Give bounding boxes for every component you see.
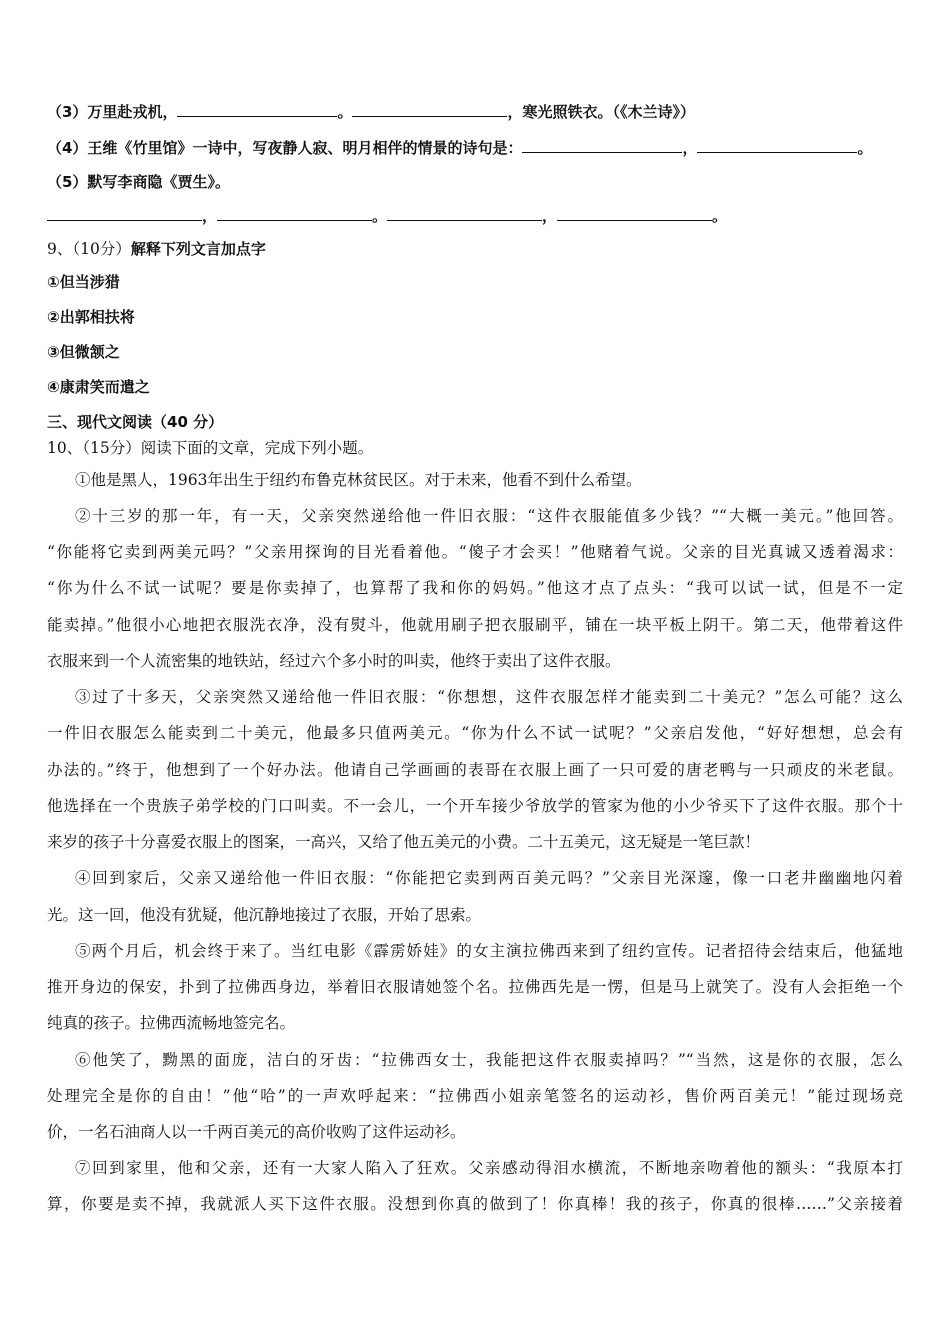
question-10-heading: 10、（15分）阅读下面的文章，完成下列小题。	[47, 439, 374, 457]
q5-blank-2[interactable]	[217, 205, 372, 221]
q5-blank-1[interactable]	[47, 205, 202, 221]
q5-label: （5）默写李商隐《贾生》。	[47, 173, 230, 191]
passage-line: ⑥他笑了，黝黑的面庞，洁白的牙齿：“拉佛西女士，我能把这件衣服卖掉吗？”“当然，这是你的衣服，怎么	[75, 1051, 903, 1069]
q4-label: （4）王维《竹里馆》一诗中，写夜静人寂、明月相伴的情景的诗句是：	[47, 139, 523, 157]
q9-item-4: ④康肃笑而遣之	[47, 378, 150, 396]
q3-mid: 。	[337, 103, 353, 121]
passage-line: 来岁的孩子十分喜爱衣服上的图案，一高兴，又给了他五美元的小费。二十五美元，这无疑是一笔巨款！	[47, 833, 761, 851]
q3-blank-1[interactable]	[177, 101, 337, 117]
passage-line: “你为什么不试一试呢？要是你卖掉了，也算帮了我和你的妈妈。”他这才点了点头：“我可以试一试，但是不一定	[47, 579, 903, 597]
q5-punct-3: ，	[542, 207, 558, 225]
passage-line: ②十三岁的那一年，有一天，父亲突然递给他一件旧衣服：“这件衣服能值多少钱？”“大概一美元。”他回答。	[75, 507, 903, 525]
passage-line: ④回到家后，父亲又递给他一件旧衣服：“你能把它卖到两百美元吗？”父亲目光深邃，像一口老井幽幽地闪着	[75, 869, 903, 887]
passage-line: ⑦回到家里，他和父亲，还有一大家人陷入了狂欢。父亲感动得泪水横流，不断地亲吻着他的额头：“我原本打	[75, 1159, 903, 1177]
q9-number: 9、（10分）	[47, 240, 131, 258]
q9-item-2: ②出郭相扶将	[47, 308, 135, 326]
passage-line: “你能将它卖到两美元吗？”父亲用探询的目光看着他。“傻子才会买！”他赌着气说。父亲的目光真诚又透着渴求：	[47, 543, 903, 561]
passage-line: 价，一名石油商人以一千两百美元的高价收购了这件运动衫。	[47, 1123, 466, 1141]
passage-line: ③过了十多天，父亲突然又递给他一件旧衣服：“你想想，这件衣服怎样才能卖到二十美元？”怎么可能？这么	[75, 688, 903, 706]
q3-blank-2[interactable]	[352, 101, 507, 117]
q5-punct-2: 。	[372, 207, 388, 225]
q4-blank-2[interactable]	[697, 137, 857, 153]
passage-line: 能卖掉。”他很小心地把衣服洗衣净，没有熨斗，他就用刷子把衣服刷平，铺在一块平板上阴干。第二天，他带着这件	[47, 616, 903, 634]
passage-line: 纯真的孩子。拉佛西流畅地签完名。	[47, 1014, 296, 1032]
q9-item-1: ①但当涉猎	[47, 273, 120, 291]
q5-blank-4[interactable]	[557, 205, 712, 221]
q9-instruction: 解释下列文言加点字	[130, 240, 266, 258]
question-5	[47, 172, 230, 192]
q5-punct-4: 。	[712, 207, 728, 225]
passage-line: 衣服来到一个人流密集的地铁站，经过六个多小时的叫卖，他终于卖出了这件衣服。	[47, 652, 621, 670]
question-4	[47, 137, 872, 158]
passage-line: 处理完全是你的自由！”他“哈”的一声欢呼起来：“拉佛西小姐亲笔签名的运动衫，售价两百美元！”能过现场竞	[47, 1087, 903, 1105]
passage-line: 推开身边的保安，扑到了拉佛西身边，举着旧衣服请她签个名。拉佛西先是一愣，但是马上就笑了。没有人会拒绝一个	[47, 978, 903, 996]
passage-line: 一件旧衣服怎么能卖到二十美元，他最多只值两美元。“你为什么不试一试呢？”父亲启发他，“好好想想，总会有	[47, 724, 903, 742]
question-3	[47, 101, 695, 122]
section-3-title: 三、现代文阅读（40 分）	[47, 413, 224, 431]
passage-line: ①他是黑人，1963年出生于纽约布鲁克林贫民区。对于未来，他看不到什么希望。	[75, 471, 642, 489]
passage-line: 光。这一回，他没有犹疑，他沉静地接过了衣服，开始了思索。	[47, 906, 482, 924]
q4-blank-1[interactable]	[522, 137, 682, 153]
passage-line: ⑤两个月后，机会终于来了。当红电影《霹雳娇娃》的女主演拉佛西来到了纽约宣传。记者招待会结束后，他猛地	[75, 942, 903, 960]
q4-mid: ，	[682, 139, 698, 157]
question-9-heading	[47, 239, 266, 259]
passage-line: 算，你要是卖不掉，我就派人买下这件衣服。没想到你真的做到了！你真棒！我的孩子，你真的很棒……”父亲接着	[47, 1195, 903, 1213]
q3-label: （3）万里赴戎机，	[47, 103, 178, 121]
passage-line: 他选择在一个贵族子弟学校的门口叫卖。不一会儿，一个开车接少爷放学的管家为他的小少爷买下了这件衣服。那个十	[47, 797, 903, 815]
q5-punct-1: ，	[202, 207, 218, 225]
q5-answer-line	[47, 205, 727, 226]
q4-end: 。	[857, 139, 873, 157]
q9-item-3: ③但微颔之	[47, 343, 120, 361]
q5-blank-3[interactable]	[387, 205, 542, 221]
q3-after: ，寒光照铁衣。（《木兰诗》）	[507, 103, 695, 121]
passage-line: 办法的。”终于，他想到了一个好办法。他请自己学画画的表哥在衣服上画了一只可爱的唐老鸭与一只顽皮的米老鼠。	[47, 761, 903, 779]
